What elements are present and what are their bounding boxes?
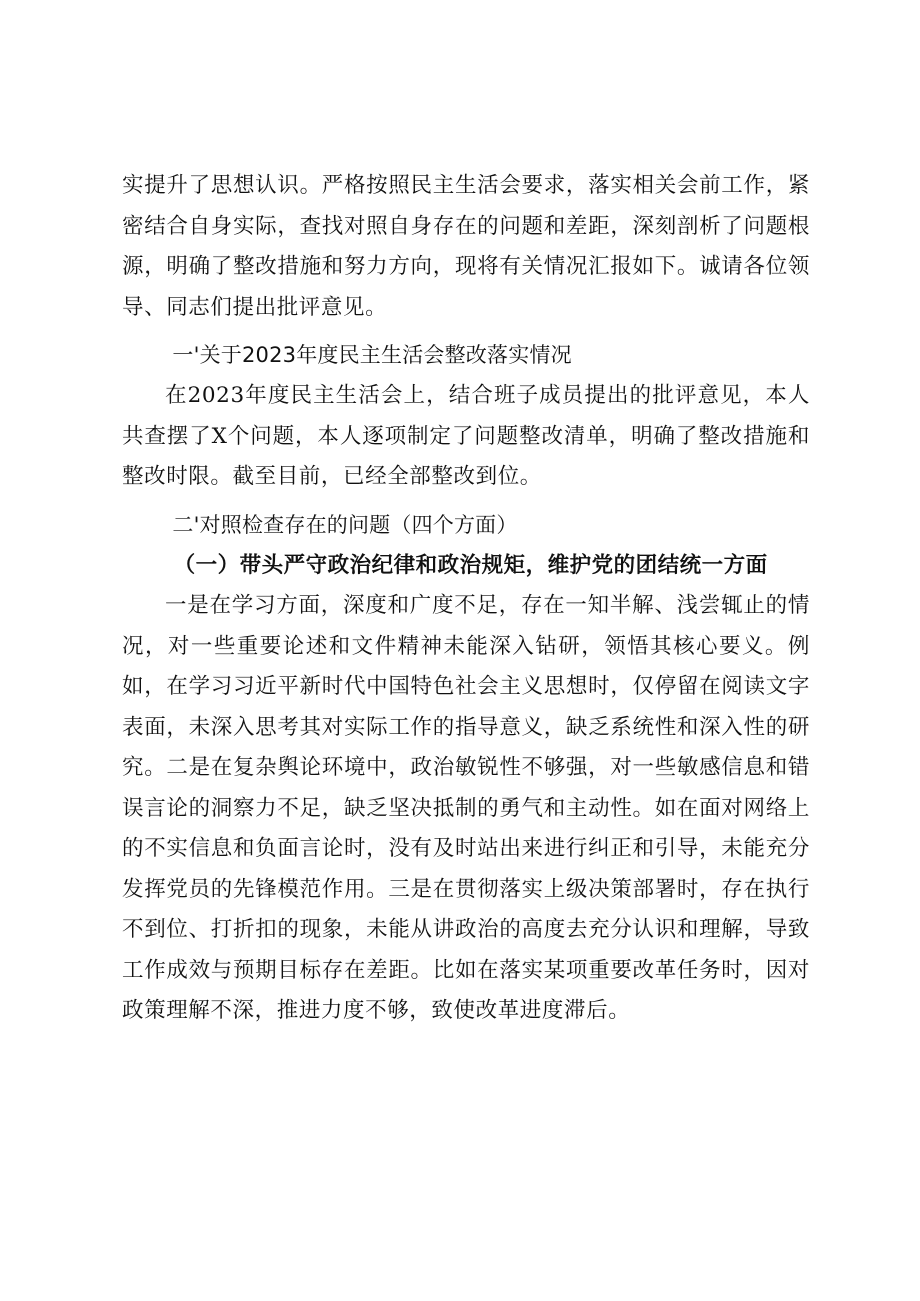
subsection-1-heading: （一）带头严守政治纪律和政治规矩，维护党的团结统一方面 (173, 552, 768, 578)
section-1-heading: 一'关于2023年度民主生活会整改落实情况 (172, 343, 572, 367)
intro-paragraph: 实提升了思想认识。严格按照民主生活会要求，落实相关会前工作，紧密结合自身实际，查找对照自身存在的问题和差距，深刻剖析了问题根源，明确了整改措施和努力方向，现将有关情况汇报如下。诚请各位领导、同志们提出批评意见。 (122, 173, 810, 320)
document-body (122, 166, 810, 1032)
subsection-1-paragraph: 一是在学习方面，深度和广度不足，存在一知半解、浅尝辄止的情况，对一些重要论述和文件精神未能深入钻研，领悟其核心要义。例如，在学习习近平新时代中国特色社会主义思想时，仅停留在阅读文字表面，未深入思考其对实际工作的指导意义，缺乏系统性和深入性的研究。二是在复杂舆论环境中，政治敏锐性不够强，对一些敏感信息和错误言论的洞察力不足，缺乏坚决抵制的勇气和主动性。如在面对网络上的不实信息和负面言论时，没有及时站出来进行纠正和引导，未能充分发挥党员的先锋模范作用。三是在贯彻落实上级决策部署时，存在执行不到位、打折扣的现象，未能从讲政治的高度去充分认识和理解，导致工作成效与预期目标存在差距。比如在落实某项重要改革任务时，因对政策理解不深，推进力度不够，致使改革进度滞后。 (122, 593, 810, 1023)
section-2-heading: 二'对照检查存在的问题（四个方面） (172, 512, 518, 537)
section-1-paragraph: 在2023年度民主生活会上，结合班子成员提出的批评意见，本人共查摆了X个问题，本人逐项制定了问题整改清单，明确了整改措施和整改时限。截至目前，已经全部整改到位。 (122, 383, 810, 489)
